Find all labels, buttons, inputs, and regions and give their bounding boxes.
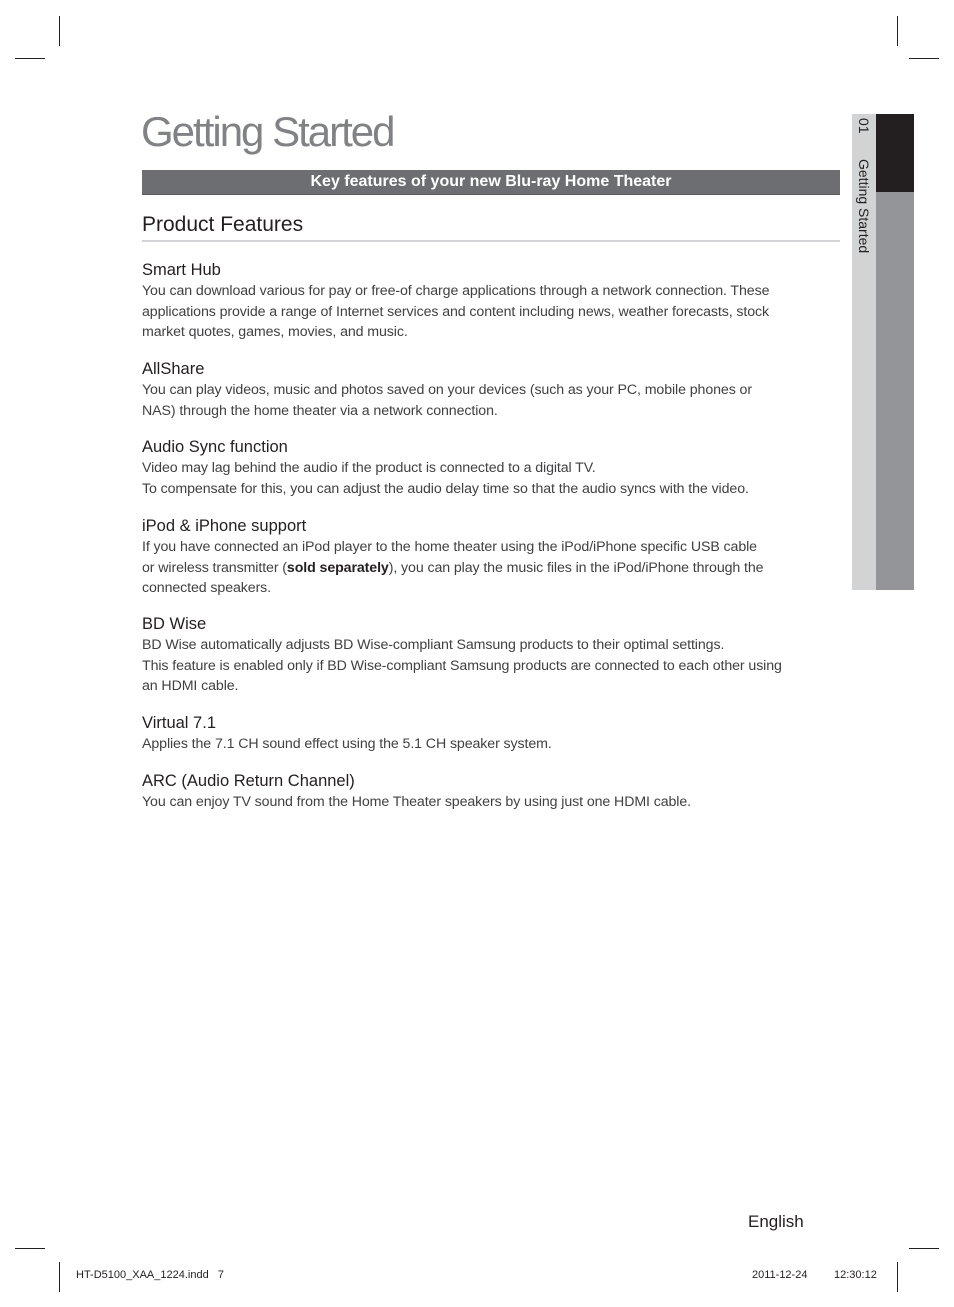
crop-mark (15, 1248, 45, 1249)
description-line: To compensate for this, you can adjust the audio delay time so that the audio syncs with the video. (142, 480, 749, 497)
feature-heading: iPod & iPhone support (142, 517, 307, 535)
crop-mark (15, 58, 45, 59)
feature-heading: ARC (Audio Return Channel) (142, 772, 355, 790)
chapter-tab-strip (876, 192, 914, 590)
crop-mark (59, 1262, 60, 1292)
feature-description (142, 537, 832, 599)
description-line (142, 560, 763, 576)
description-line: You can enjoy TV sound from the Home Theater speakers by using just one HDMI cable. (142, 794, 691, 810)
feature-arc (142, 771, 832, 813)
subsection-divider (142, 240, 840, 242)
sold-separately-emphasis: sold separately (286, 559, 389, 576)
description-line: market quotes, games, movies, and music. (142, 324, 408, 341)
description-line: applications provide a range of Internet services and content including news, weather forecasts, stock (142, 303, 770, 320)
description-line: an HDMI cable. (142, 678, 239, 695)
description-line: NAS) through the home theater via a network connection. (142, 402, 498, 419)
feature-audio-sync (142, 437, 832, 499)
language-label: English (748, 1212, 804, 1231)
feature-bd-wise (142, 614, 842, 697)
footer-file-name: HT-D5100_XAA_1224.indd 7 (76, 1269, 224, 1281)
chapter-name: Getting Started (856, 159, 872, 254)
feature-description (142, 458, 832, 499)
description-line: Applies the 7.1 CH sound effect using the 5.1 CH speaker system. (142, 736, 552, 752)
feature-ipod-iphone-support (142, 516, 832, 599)
feature-description (142, 380, 832, 421)
crop-mark (909, 1248, 939, 1249)
description-line: You can download various for pay or free-of charge applications through a network connection. These (142, 283, 770, 299)
chapter-number: 01 (856, 118, 872, 134)
feature-heading: AllShare (142, 360, 205, 378)
description-line: If you have connected an iPod player to the home theater using the iPod/iPhone specific USB cable (142, 539, 757, 555)
feature-description (142, 635, 842, 697)
feature-heading: BD Wise (142, 615, 207, 633)
subsection-title: Product Features (142, 213, 304, 236)
feature-heading: Virtual 7.1 (142, 714, 216, 732)
crop-mark (897, 16, 898, 46)
feature-description (142, 281, 832, 343)
crop-mark (59, 16, 60, 46)
description-line: connected speakers. (142, 580, 272, 597)
footer-date: 2011-12-24 (752, 1269, 808, 1281)
description-text: or wireless transmitter ( (142, 559, 287, 576)
feature-heading: Audio Sync function (142, 438, 288, 456)
feature-heading: Smart Hub (142, 261, 221, 279)
description-line: Video may lag behind the audio if the product is connected to a digital TV. (142, 460, 596, 476)
footer-time: 12:30:12 (834, 1269, 877, 1281)
description-line: This feature is enabled only if BD Wise-compliant Samsung products are connected to each other using (142, 657, 782, 674)
feature-virtual-7-1 (142, 713, 832, 755)
feature-allshare (142, 359, 832, 421)
crop-mark (909, 58, 939, 59)
page-title: Getting Started (141, 108, 394, 155)
feature-description (142, 792, 832, 813)
crop-mark (897, 1262, 898, 1292)
description-text: ), you can play the music files in the iPod/iPhone through the (388, 559, 764, 576)
feature-description (142, 734, 832, 755)
chapter-tab-label (852, 118, 876, 318)
section-banner: Key features of your new Blu-ray Home Theater (142, 170, 840, 195)
description-line: You can play videos, music and photos saved on your devices (such as your PC, mobile phones or (142, 382, 752, 398)
chapter-tab-marker (876, 114, 914, 192)
description-line: BD Wise automatically adjusts BD Wise-compliant Samsung products to their optimal settings. (142, 637, 725, 653)
feature-smart-hub (142, 260, 832, 343)
